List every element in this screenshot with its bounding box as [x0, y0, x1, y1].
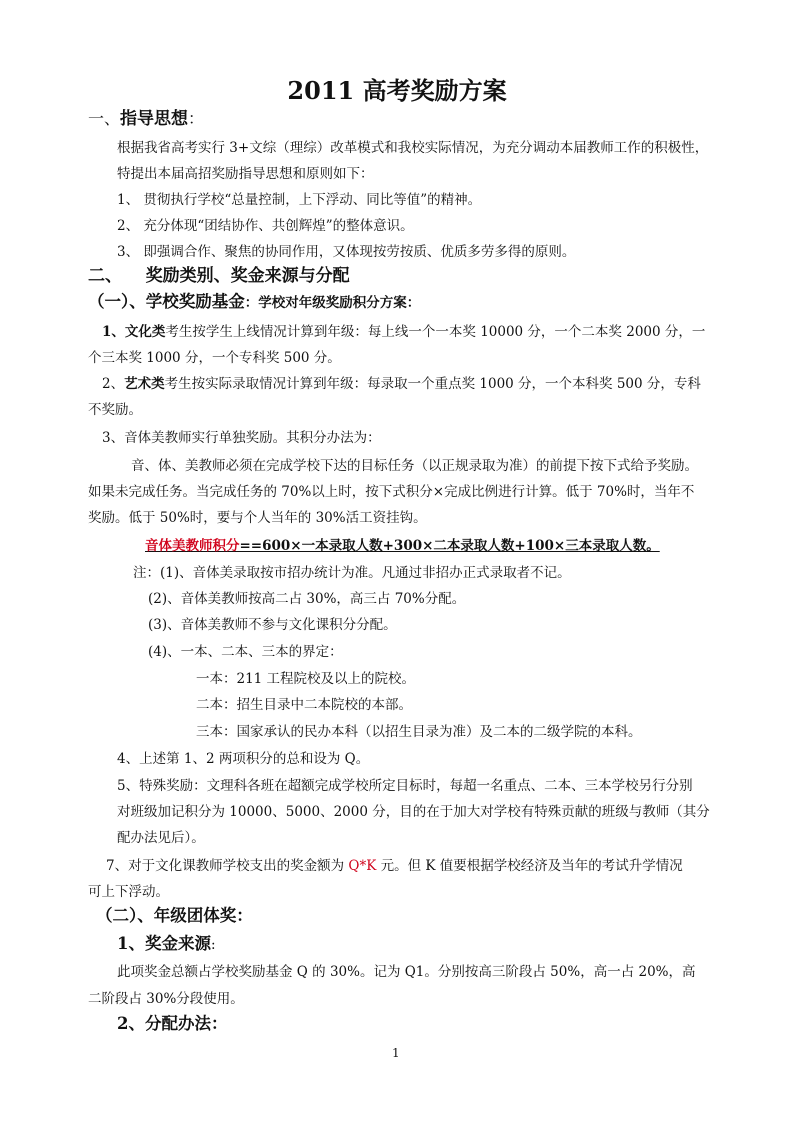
item-1-line-1 — [102, 323, 705, 341]
page-number: 1 — [392, 1046, 400, 1060]
formula-expression: ==600×一本录取人数+300×二本录取人数+100×三本录取人数。 — [239, 538, 660, 554]
item-3: 3、音体美教师实行单独奖励。其积分办法为： — [102, 430, 381, 446]
subsection-2-1-paragraph-line-1: 此项奖金总额占学校奖励基金 Q 的 30%。记为 Q1。分别按高三阶段占 50%，高一占 20%，高 — [117, 964, 696, 980]
definition-3: 三本：国家承认的民办本科（以招生目录为准）及二本的二级学院的本科。 — [196, 724, 642, 740]
s1-item-1: 1、 贯彻执行学校“总量控制，上下浮动、同比等值”的精神。 — [117, 192, 482, 208]
formula-line — [145, 537, 660, 555]
section-1-title: 指导思想 — [120, 109, 189, 129]
section-1-number: 一、 — [88, 109, 121, 128]
item-2-bold-label: 艺术类 — [124, 376, 165, 392]
section-1-colon: ： — [188, 109, 205, 128]
item-7-formula: Q*K — [348, 858, 377, 874]
item-3-paragraph-line-3: 奖励。低于 50%时，要与个人当年的 30%活工资挂钩。 — [88, 510, 427, 526]
note-3: (3)、音体美教师不参与文化课积分分配。 — [148, 617, 397, 633]
s1-paragraph-line-1: 根据我省高考实行 3+文综（理综）改革模式和我校实际情况，为充分调动本届教师工作的积极性， — [117, 140, 709, 156]
subsection-2-2-heading: 2、分配办法： — [117, 1014, 228, 1033]
item-1-number: 1、 — [102, 324, 125, 340]
item-5-line-2: 对班级加记积分为 10000、5000、2000 分，目的在于加大对学校有特殊贡献的班级与教师（其分 — [117, 804, 710, 820]
subsection-2-1-colon: : — [210, 937, 216, 953]
subsection-2-1-paragraph-line-2: 二阶段占 30%分段使用。 — [88, 991, 244, 1007]
item-1-text: 考生按学生上线情况计算到年级：每上线一个一本奖 10000 分，一个二本奖 2000 分，一 — [165, 324, 706, 340]
subsection-1-tail: ：学校对年级奖励积分方案： — [244, 295, 421, 311]
page-title: 2011 高考奖励方案 — [287, 76, 507, 105]
item-5-line-1: 5、特殊奖励：文理科各班在超额完成学校所定目标时，每超一名重点、二本、三本学校另行分别 — [117, 778, 693, 794]
formula-label: 音体美教师积分 — [145, 538, 240, 554]
item-1-bold-label: 文化类 — [124, 324, 166, 340]
item-7-line-2: 可上下浮动。 — [88, 884, 169, 900]
item-4: 4、上述第 1、2 两项积分的总和设为 Q。 — [117, 751, 370, 767]
s1-paragraph-line-2: 特提出本届高招奖励指导思想和原则如下： — [117, 166, 374, 182]
section-2-heading: 二、 奖励类别、奖金来源与分配 — [88, 266, 350, 286]
item-7-line-1 — [106, 857, 683, 875]
item-2-line-1 — [102, 375, 701, 393]
note-4: (4)、一本、二本、三本的界定： — [148, 644, 343, 660]
definition-2: 二本：招生目录中二本院校的本部。 — [196, 697, 412, 713]
item-7-text-pre: 7、对于文化课教师学校支出的奖金额为 — [106, 858, 349, 874]
item-2-number: 2、 — [102, 376, 125, 392]
item-1-line-2: 个三本奖 1000 分，一个专科奖 500 分。 — [88, 350, 341, 366]
item-5-line-3: 配办法见后）。 — [117, 830, 205, 846]
s1-item-3: 3、 即强调合作、聚焦的协同作用，又体现按劳按质、优质多劳多得的原则。 — [117, 244, 576, 260]
subsection-1-heading — [88, 293, 420, 312]
item-3-paragraph-line-1: 音、体、美教师必须在完成学校下达的目标任务（以正规录取为准）的前提下按下式给予奖励。 — [131, 458, 698, 474]
s1-item-2: 2、 充分体现“团结协作、共创辉煌”的整体意识。 — [117, 218, 414, 234]
item-3-paragraph-line-2: 如果未完成任务。当完成任务的 70%以上时，按下式积分×完成比例进行计算。低于 70%时，当年不 — [88, 484, 695, 500]
subsection-2-1-title: 1、奖金来源 — [117, 934, 211, 953]
definition-1: 一本：211 工程院校及以上的院校。 — [196, 671, 416, 687]
note-2: (2)、音体美教师按高二占 30%，高三占 70%分配。 — [148, 591, 466, 607]
subsection-1-title: （一）、学校奖励基金 — [88, 292, 245, 311]
section-1-heading — [88, 110, 204, 128]
item-7-text-post: 元。但 K 值要根据学校经济及当年的考试升学情况 — [376, 858, 683, 874]
subsection-2-heading: （二）、年级团体奖： — [96, 906, 253, 925]
note-1: 注：(1)、音体美录取按市招办统计为准。凡通过非招办正式录取者不记。 — [133, 565, 571, 581]
subsection-2-1-heading — [117, 935, 216, 954]
item-2-line-2: 不奖励。 — [88, 402, 142, 418]
item-2-text: 考生按实际录取情况计算到年级：每录取一个重点奖 1000 分，一个本科奖 500 分，专科 — [164, 376, 701, 392]
